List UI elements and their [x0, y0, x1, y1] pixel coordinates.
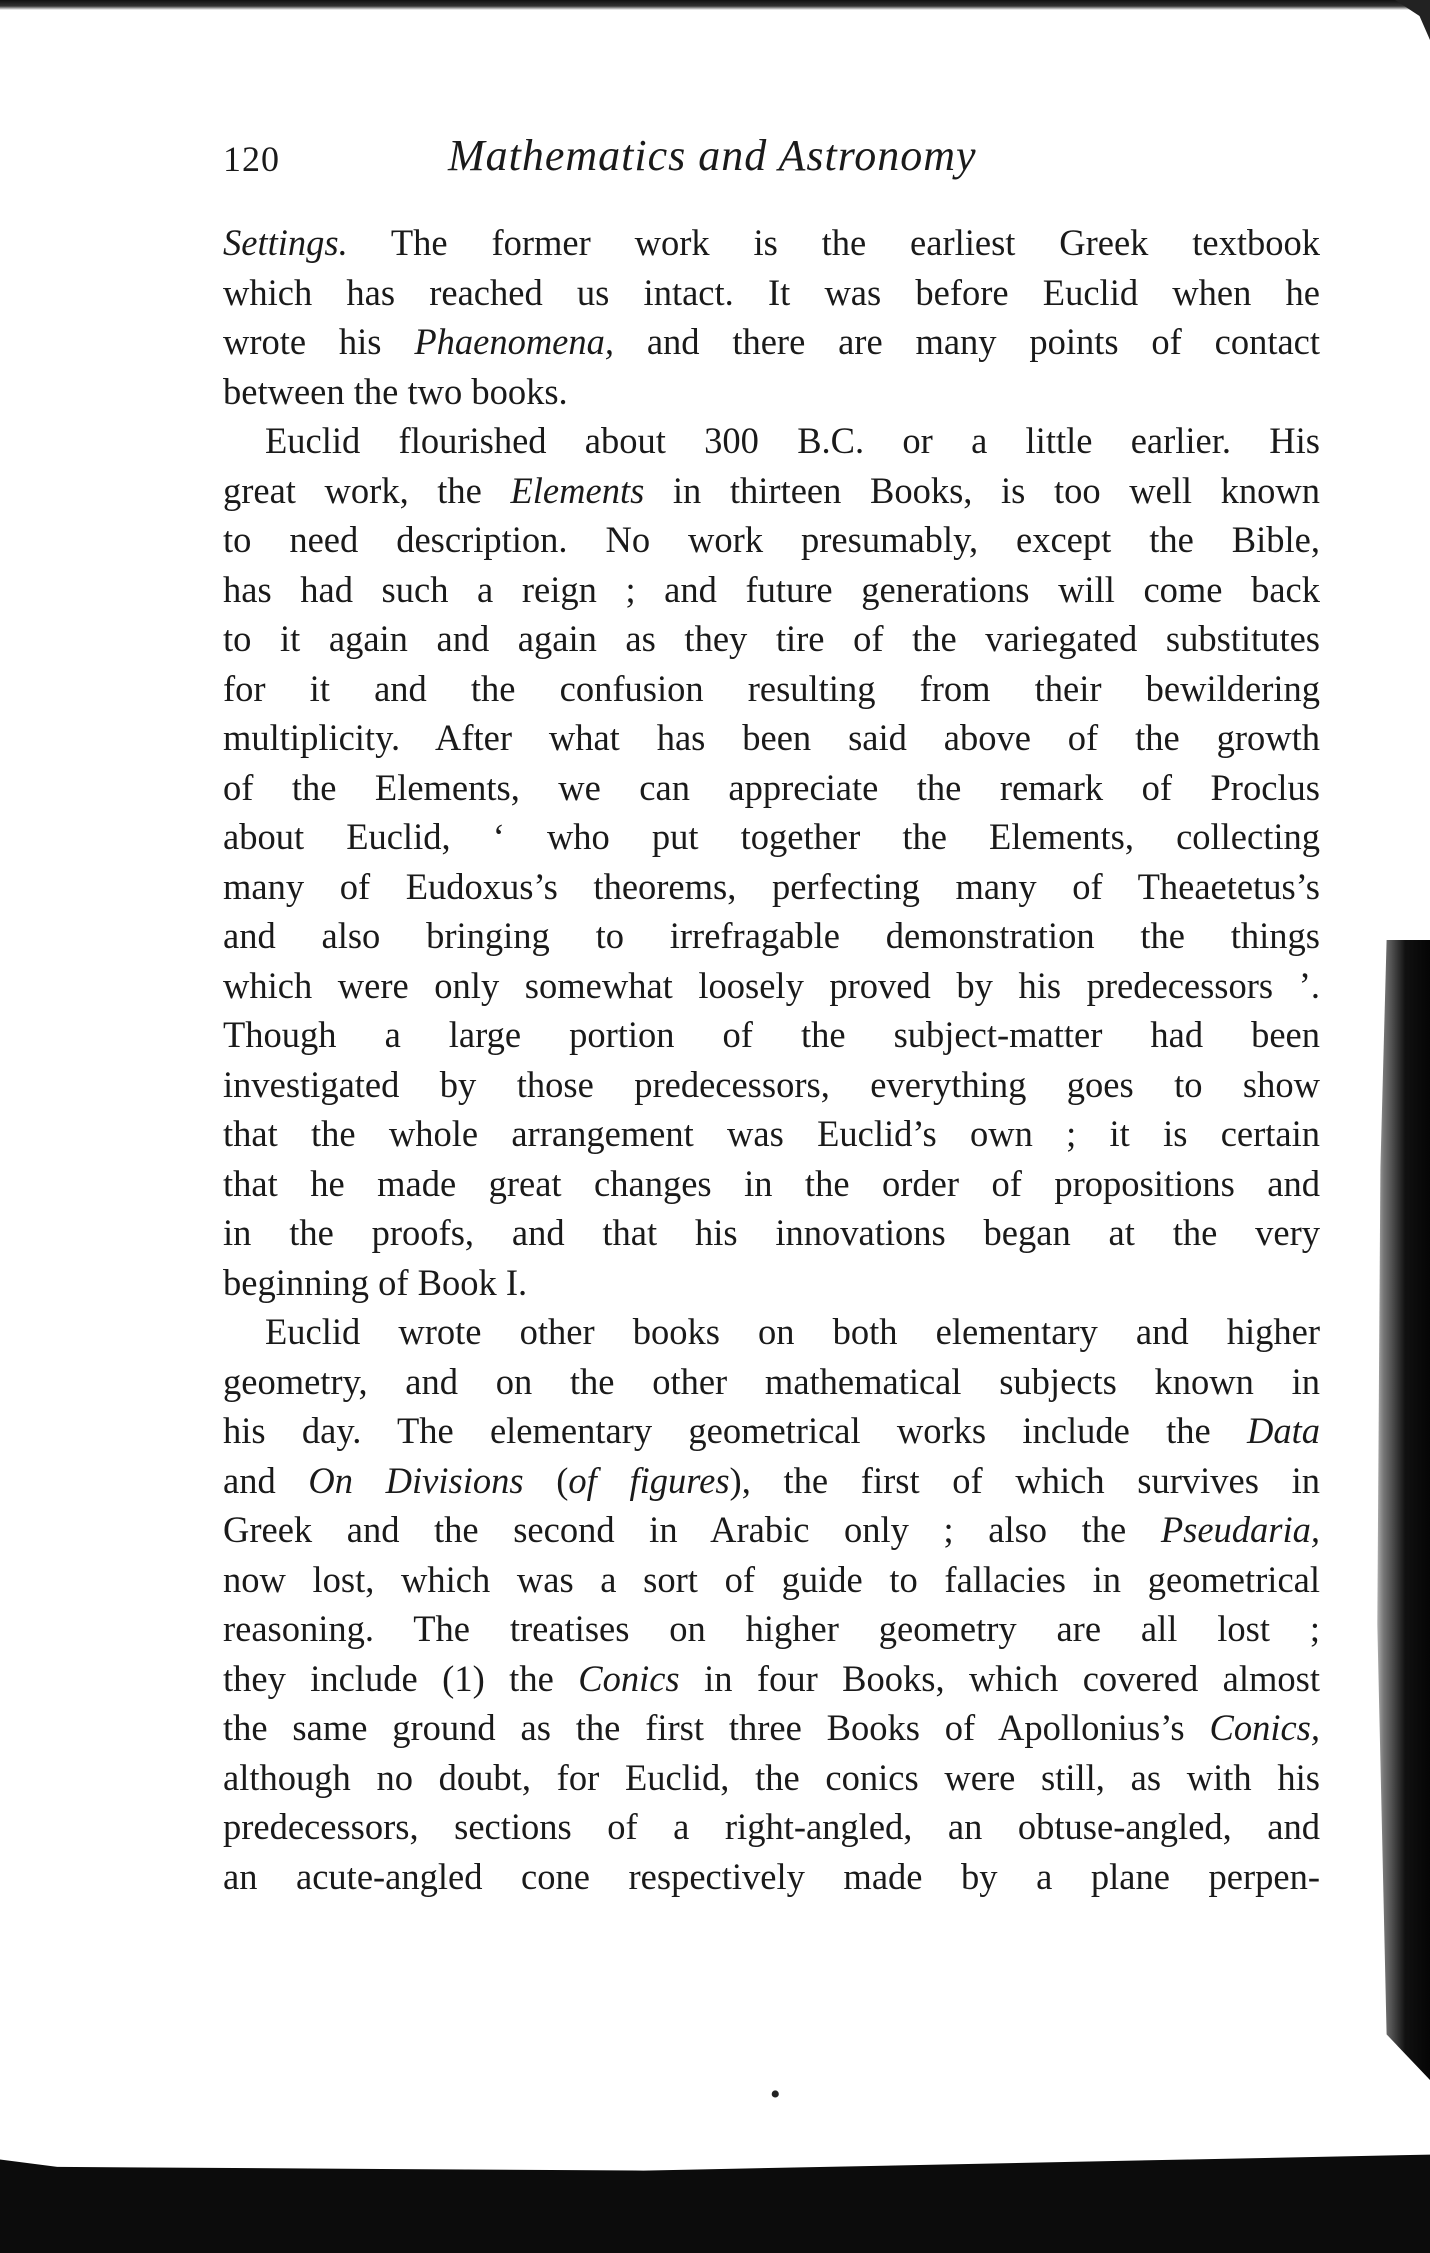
text-line	[223, 1753, 1320, 1803]
text-line	[223, 268, 1320, 318]
text-run: reasoning. The treatises on higher geometry are all lost ;	[223, 1608, 1320, 1649]
text-run: now lost, which was a sort of guide to fallacies in geometrical	[223, 1558, 1320, 1600]
text-line	[223, 1109, 1320, 1159]
text-line	[223, 862, 1320, 912]
text-line	[223, 565, 1320, 615]
text-line	[223, 812, 1320, 862]
scan-right-edge	[1368, 940, 1430, 2080]
text-run: about Euclid, ‘ who put together the Elements, collecting	[223, 816, 1320, 857]
text-run: his day. The elementary geometrical works include the	[223, 1410, 1247, 1451]
text-line	[223, 1604, 1320, 1654]
text-run: between the two books.	[223, 370, 568, 412]
footer-mark: •	[770, 2078, 781, 2111]
text-run: in four Books, which covered almost	[679, 1657, 1320, 1699]
text-line	[223, 1505, 1320, 1555]
text-run: investigated by those predecessors, everything goes to show	[223, 1063, 1320, 1105]
scan-bottom-edge	[0, 2130, 1430, 2253]
running-title: Mathematics and Astronomy	[448, 131, 977, 180]
text-run: predecessors, sections of a right-angled, an obtuse-angled, and	[223, 1806, 1320, 1847]
text-line	[223, 1208, 1320, 1258]
text-line	[223, 961, 1320, 1011]
text-run: Euclid wrote other books on both elementary and higher	[265, 1311, 1320, 1352]
text-run: many of Eudoxus’s theorems, perfecting many of Theaetetus’s	[223, 865, 1320, 907]
text-line	[223, 367, 1320, 417]
text-run: Euclid flourished about 300 B.C. or a little earlier. His	[265, 420, 1320, 461]
text-line	[223, 1060, 1320, 1110]
text-run: geometry, and on the other mathematical subjects known in	[223, 1360, 1320, 1402]
text-run: and there are many points of contact	[614, 321, 1320, 362]
text-run: which were only somewhat loosely proved by his predecessors ’.	[223, 964, 1320, 1006]
text-run: wrote his	[223, 321, 415, 362]
text-line	[223, 1159, 1320, 1209]
text-run: beginning of Book I.	[223, 1261, 528, 1303]
text-line	[223, 1307, 1320, 1357]
text-run: although no doubt, for Euclid, the conics were still, as with his	[223, 1756, 1320, 1798]
text-line	[223, 466, 1320, 516]
text-run: and	[223, 1459, 309, 1501]
text-run: they include (1) the	[223, 1657, 579, 1699]
text-line	[223, 1852, 1320, 1902]
text-run: that he made great changes in the order of propositions and	[223, 1162, 1320, 1204]
text-line	[223, 1406, 1320, 1456]
italic-text: Data	[1247, 1410, 1320, 1451]
italic-text: Phaenomena,	[414, 321, 615, 362]
text-run: that the whole arrangement was Euclid’s own ; it is certain	[223, 1113, 1320, 1154]
italic-text: On Divisions	[308, 1459, 524, 1501]
text-line	[223, 614, 1320, 664]
text-run: has had such a reign ; and future generations will come back	[223, 568, 1320, 610]
text-run: an acute-angled cone respectively made by a plane perpen-	[223, 1855, 1320, 1897]
scan-top-edge	[0, 0, 1430, 10]
text-line	[223, 416, 1320, 466]
text-run: multiplicity. After what has been said above of the growth	[223, 717, 1320, 758]
text-line	[223, 317, 1320, 367]
text-run: in the proofs, and that his innovations began at the very	[223, 1212, 1320, 1253]
body-text	[223, 218, 1320, 1901]
text-run: in thirteen Books, is too well known	[644, 469, 1320, 511]
text-run: to it again and again as they tire of the variegated substitutes	[223, 618, 1320, 659]
text-run: of the Elements, we can appreciate the remark of Proclus	[223, 766, 1320, 808]
text-run: great work, the	[223, 469, 511, 511]
text-line	[223, 1555, 1320, 1605]
text-run: to need description. No work presumably, except the Bible,	[223, 519, 1320, 560]
text-run: Greek and the second in Arabic only ; also the	[223, 1509, 1161, 1550]
text-line	[223, 911, 1320, 961]
page-header	[223, 130, 1323, 190]
page-number: 120	[223, 139, 280, 179]
text-run: Though a large portion of the subject-matter had been	[223, 1014, 1320, 1055]
italic-text: Settings.	[223, 222, 348, 263]
text-line	[223, 515, 1320, 565]
italic-text: of figures	[568, 1459, 730, 1501]
text-line	[223, 664, 1320, 714]
text-run: which has reached us intact. It was before Euclid when he	[223, 271, 1320, 313]
text-run: and also bringing to irrefragable demonstration the things	[223, 915, 1320, 956]
italic-text: Elements	[510, 469, 645, 511]
text-line	[223, 763, 1320, 813]
text-run: the same ground as the first three Books of Apollonius’s	[223, 1707, 1210, 1748]
text-line	[223, 1654, 1320, 1704]
italic-text: Pseudaria,	[1160, 1509, 1320, 1550]
text-run: for it and the confusion resulting from their bewildering	[223, 667, 1320, 709]
text-line	[223, 1258, 1320, 1308]
text-line	[223, 1010, 1320, 1060]
text-run: (	[523, 1459, 569, 1501]
text-line	[223, 1357, 1320, 1407]
text-run: The former work is the earliest Greek textbook	[347, 222, 1320, 263]
text-line	[223, 1802, 1320, 1852]
text-line	[223, 218, 1320, 268]
text-line	[223, 1703, 1320, 1753]
text-run: ), the first of which survives in	[729, 1459, 1320, 1501]
text-line	[223, 713, 1320, 763]
text-line	[223, 1456, 1320, 1506]
italic-text: Conics	[578, 1657, 680, 1699]
italic-text: Conics,	[1209, 1707, 1320, 1748]
